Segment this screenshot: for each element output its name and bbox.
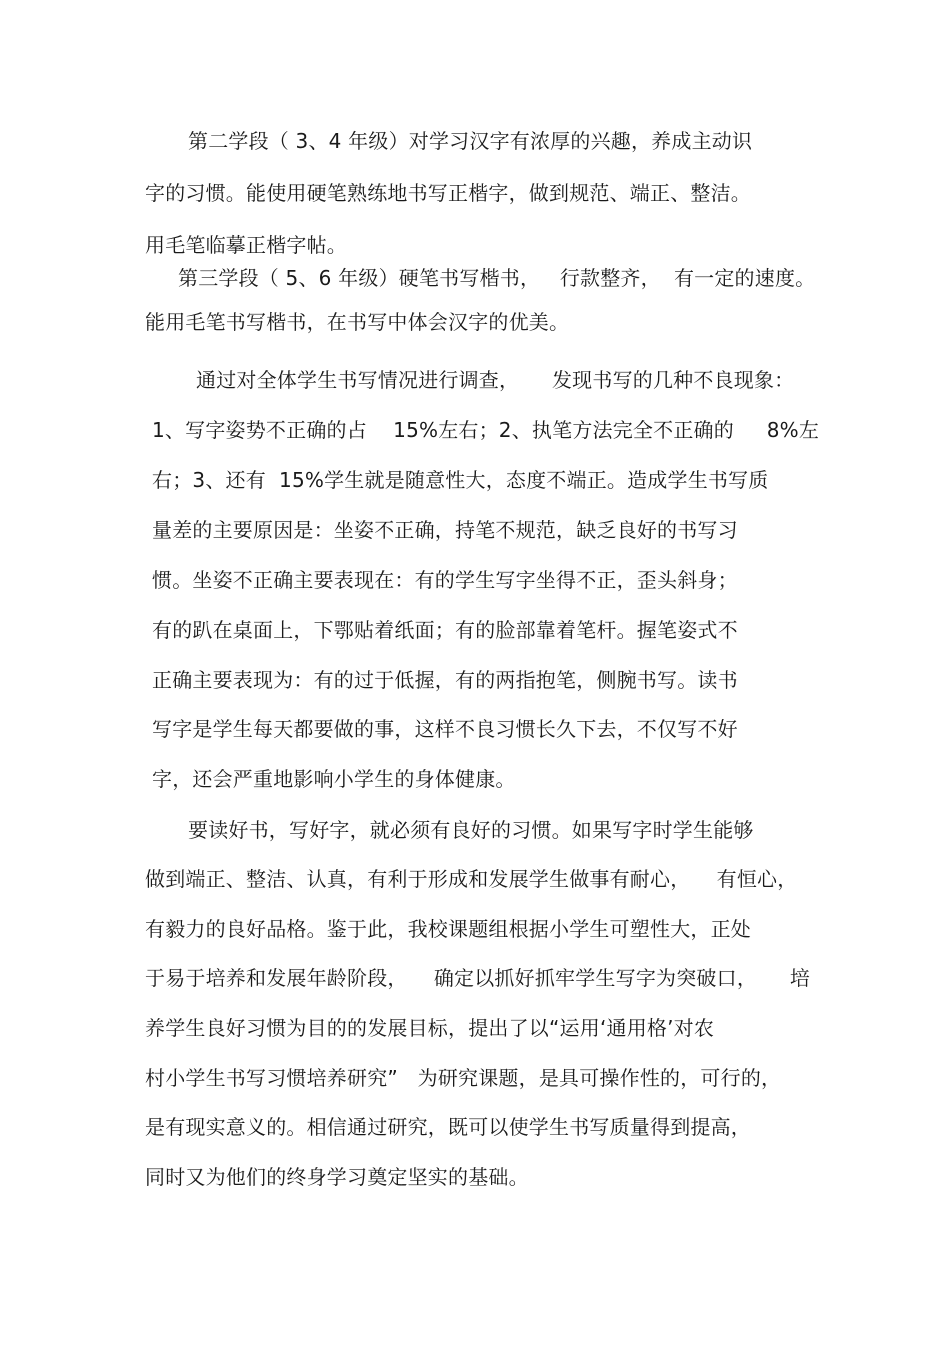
text-line: 同时又为他们的终身学习奠定坚实的基础。 (145, 1165, 529, 1189)
text-line: 有的趴在桌面上，下鄂贴着纸面；有的脸部靠着笔杆。握笔姿式不 (152, 618, 738, 642)
text-line: 养学生良好习惯为目的的发展目标，提出了以“运用‘通用格’对农 (145, 1016, 715, 1040)
text-line: 村小学生书写习惯培养研究” 为研究课题，是具可操作性的，可行的， (145, 1066, 782, 1090)
text-line: 第二学段（ 3、4 年级）对学习汉字有浓厚的兴趣，养成主动识 (188, 129, 753, 153)
text-line: 1、写字姿势不正确的占 15%左右；2、执笔方法完全不正确的 8%左 (152, 418, 820, 442)
text-line: 是有现实意义的。相信通过研究，既可以使学生书写质量得到提高， (145, 1115, 751, 1139)
text-line: 写字是学生每天都要做的事，这样不良习惯长久下去，不仅写不好 (152, 717, 738, 741)
text-line: 字的习惯。能使用硬笔熟练地书写正楷字，做到规范、端正、整洁。 (145, 181, 751, 205)
text-line: 右；3、还有 15%学生就是随意性大，态度不端正。造成学生书写质 (152, 468, 769, 492)
text-line: 字，还会严重地影响小学生的身体健康。 (152, 767, 516, 791)
text-line: 量差的主要原因是：坐姿不正确，持笔不规范，缺乏良好的书写习 (152, 518, 738, 542)
text-line: 通过对全体学生书写情况进行调查， 发现书写的几种不良现象： (196, 368, 795, 392)
text-line: 于易于培养和发展年龄阶段， 确定以抓好抓牢学生写字为突破口， 培 (145, 966, 811, 990)
text-line: 做到端正、整洁、认真，有利于形成和发展学生做事有耐心， 有恒心， (145, 867, 798, 891)
text-line: 正确主要表现为：有的过于低握，有的两指抱笔，侧腕书写。读书 (152, 668, 738, 692)
text-line: 第三学段（ 5、6 年级）硬笔书写楷书， 行款整齐， 有一定的速度。 (178, 266, 816, 290)
text-line: 用毛笔临摹正楷字帖。 (145, 233, 347, 257)
text-line: 能用毛笔书写楷书，在书写中体会汉字的优美。 (145, 310, 570, 334)
text-line: 有毅力的良好品格。鉴于此，我校课题组根据小学生可塑性大，正处 (145, 917, 751, 941)
text-line: 要读好书，写好字，就必须有良好的习惯。如果写字时学生能够 (188, 818, 754, 842)
text-line: 惯。坐姿不正确主要表现在：有的学生写字坐得不正，歪头斜身； (152, 568, 738, 592)
